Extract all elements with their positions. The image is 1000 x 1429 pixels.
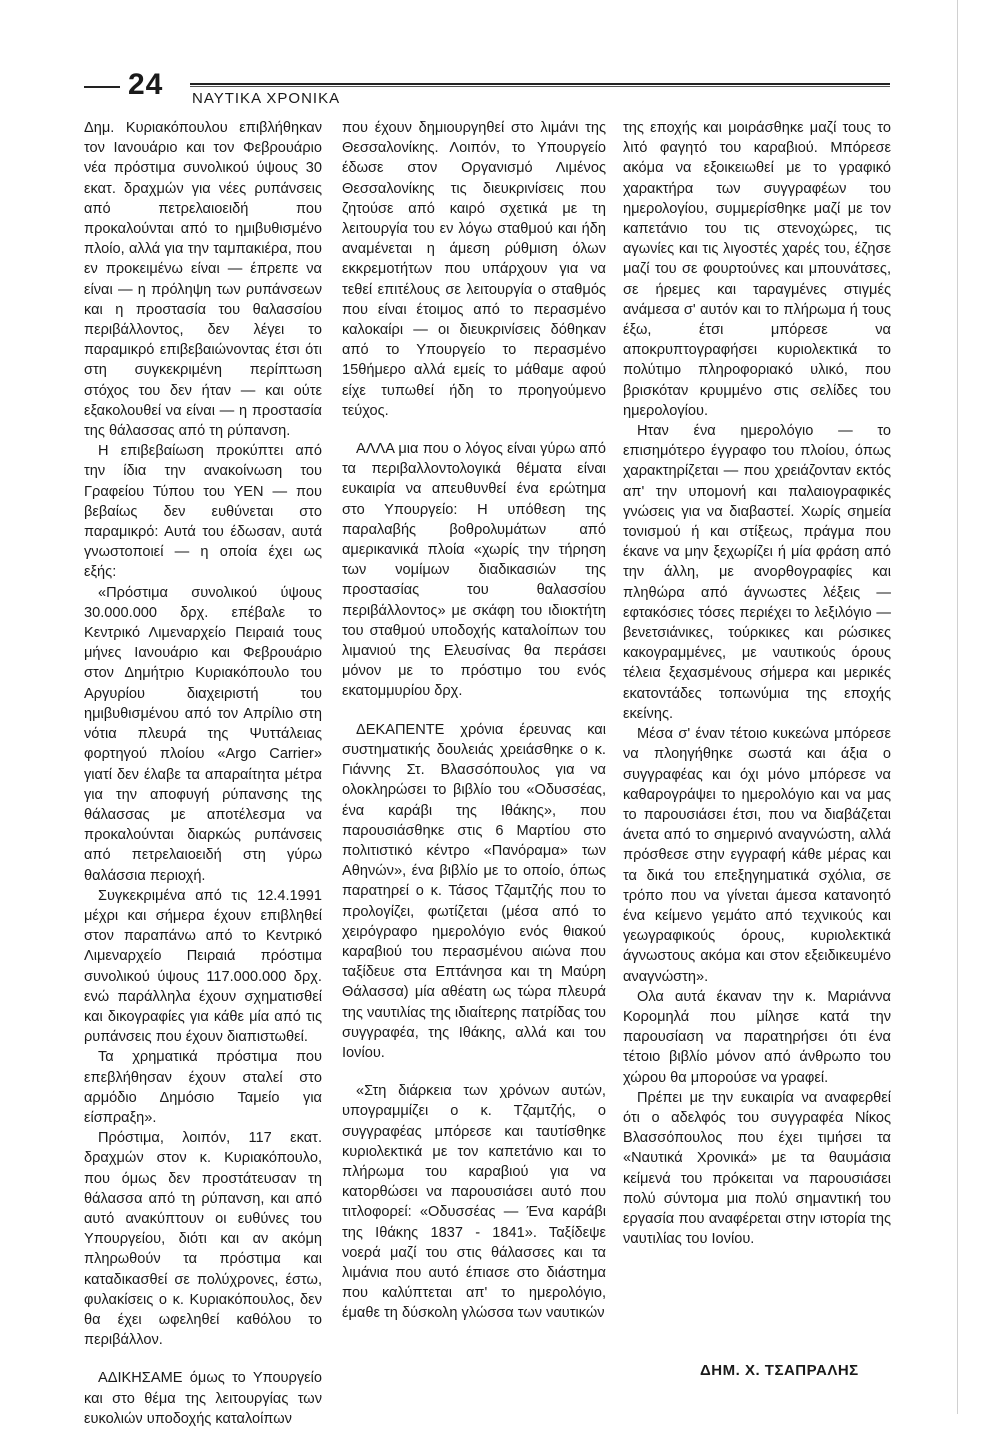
- header-rule-left: [84, 86, 120, 88]
- paragraph: «Πρόστιμα συνολικού ύψους 30.000.000 δρχ. επέβαλε το Κεντρικό Λιμεναρχείο Πειραιά τους μήνες Ιανουάριο και Φεβρουάριο στον Δημήτριο Κυριακόπουλο του Αργυρίου διαχειριστή του ημιβυθισμένου από τον Απρίλιο στη νότια πλευρά της Ψυττάλειας φορτηγού πλοίου «Argo Carrier» γιατί δεν έλαβε τα απαραίτητα μέτρα για την αποφυγή ρύπανσης της θάλασσας με αποτέλεσμα να προκαλούνται διαρκώς ρυπάνσεις από πετρελαιοειδή στη γύρω θαλάσσια περιοχή.: [84, 584, 322, 884]
- paragraph: ΑΛΛΑ μια που ο λόγος είναι γύρω από τα περιβαλλοντολογικά θέματα είναι ευκαιρία να απευθυνθεί ένα ερώτημα στο Υπουργείο: Η υπόθεση της παραλαβής βοθρολυμάτων από αμερικανικά πλοία «χωρίς την τήρηση των νομίμων διαδικασιών της προστασίας του θαλασσίου περιβάλλοντος» με σκάφη του ιδιοκτήτη του σταθμού υποδοχής καταλοίπων του λιμανιού της Ελευσίνας θα περάσει μόνον με το πρόστιμο του ενός εκατομμυρίου δρχ.: [342, 441, 606, 700]
- paragraph: ΑΔΙΚΗΣΑΜΕ όμως το Υπουργείο και στο θέμα της λειτουργίας των ευκολιών υποδοχής καταλοίπων: [84, 1370, 322, 1427]
- page-edge-line: [957, 0, 958, 1414]
- paragraph: Πρέπει με την ευκαιρία να αναφερθεί ότι ο αδελφός του συγγραφέα Νίκος Βλασσόπουλος που έχει τιμήσει τα «Ναυτικά Χρονικά» με τα θαυμάσια κείμενά του πρόκειται να παρουσιάσει πολύ σύντομα μια πολύ σημαντική του εργασία που αναφέρεται στην ιστορία της ναυτιλίας του Ιονίου.: [623, 1089, 891, 1248]
- publication-title: ΝΑΥΤΙΚΑ ΧΡΟΝΙΚΑ: [192, 90, 341, 107]
- paragraph: Μέσα σ' έναν τέτοιο κυκεώνα μπόρεσε να πλοηγήθηκε σωστά και άξια ο συγγραφέας και όχι μόνο μπόρεσε να καθαρογράψει το ημερολόγιο και να μας το παρουσιάσει έτσι, που να διαβάζεται άνετα από το σημερινό αναγνώστη, αλλά πρόσθεσε στην εγγραφή κάθε μέρας και τα δικά του επεξηγηματικά σχόλια, σε τρόπο που να γίνεται άμεσα κατανοητό ένα κείμενο γεμάτο από τεχνικούς και γεωγραφικούς όρους, κυριολεκτικά άγνωστους ακόμα και στον εξειδικευμένο αναγνώστη».: [623, 726, 891, 985]
- article-column-1: [84, 118, 322, 1429]
- article-column-3: [623, 118, 891, 1249]
- paragraph: «Στη διάρκεια των χρόνων αυτών, υπογραμμίζει ο κ. Τζαμτζής, ο συγγραφέας μπόρεσε και ταυτίσθηκε κυριολεκτικά με τον καπετάνιο και το πλήρωμα του καραβιού για να κατορθώσει να παρουσιάσει αυτό που τιτλοφορεί: «Οδυσσέας — Ένα καράβι της Ιθάκης 1837 - 1841». Ταξίδεψε νοερά μαζί του στις θάλασσες και τα λιμάνια που αυτό έπιασε στο διάστημα που καλύπτεται απ' το ημερολόγιο, έμαθε τη δύσκολη γλώσσα των ναυτικών: [342, 1083, 606, 1322]
- paragraph: της εποχής και μοιράσθηκε μαζί τους το λιτό φαγητό του καραβιού. Μπόρεσε ακόμα να εξοικειωθεί με το γραφικό χαρακτήρα των συγγραφέων του ημερολογίου, συμμερίσθηκε μαζί με τον καπετάνιο του τις στενοχώρες, τις αγωνίες και τις λιγοστές χαρές του, έζησε μαζί του σε φουρτούνες και μπουνάτσες, σε ήρεμες και ταραγμένες στιγμές ανάμεσα σ' αυτόν και το πλήρωμα ή τους έξω, έτσι μπόρεσε να αποκρυπτογραφήσει κυριολεκτικά το πολύτιμο πληροφοριακό υλικό, που βρισκόταν κρυμμένο στις σελίδες του ημερολογίου.: [623, 120, 891, 419]
- paragraph: που έχουν δημιουργηθεί στο λιμάνι της Θεσσαλονίκης. Λοιπόν, το Υπουργείο έδωσε στον Οργανισμό Λιμένος Θεσσαλονίκης τις διευκρινίσεις που ζητούσε από καιρό σχετικά με τη λειτουργία του εν λόγω σταθμού και ήδη αναμένεται η άμεση ρύθμιση όλων εκκρεμοτήτων που υπάρχουν για να τεθεί επιτέλους σε λειτουργία ο σταθμός που είναι έτοιμος από το περασμένο καλοκαίρι — οι διευκρινίσεις δόθηκαν από το Υπουργείο το περασμένο 15θήμερο αλλά εμείς το μάθαμε αφού είχε τυπωθεί ήδη το προηγούμενο τεύχος.: [342, 120, 606, 419]
- paragraph: Ολα αυτά έκαναν την κ. Μαριάννα Κορομηλά που μίλησε κατά την παρουσίαση να παρατηρήσει ότι ένα τέτοιο βιβλίο μόνον από άνθρωπο του χώρου θα μπορούσε να γραφεί.: [623, 988, 891, 1086]
- author-signature: ΔΗΜ. Χ. ΤΣΑΠΡΑΛΗΣ: [700, 1362, 859, 1379]
- article-column-2: [342, 118, 606, 1324]
- paragraph: ΔΕΚΑΠΕΝΤΕ χρόνια έρευνας και συστηματικής δουλειάς χρειάσθηκε ο κ. Γιάννης Στ. Βλασσόπουλος για να ολοκληρώσει το βιβλίο του «Οδυσσέας, ένα καράβι της Ιθάκης», που παρουσιάσθηκε στις 6 Μαρτίου στο πολιτιστικό κέντρο «Πανόραμα» των Αθηνών», ένα βιβλίο με το οποίο, όπως παρατηρεί ο κ. Τάσος Τζαμτζής που το προλογίζει, φωτίζεται (μέσα από το χειρόγραφο ημερολόγιο ενός θιακού καραβιού του περασμένου αιώνα που ταξίδευε στα Επτάνησα και τη Μαύρη Θάλασσα) μία αθέατη ως τώρα πλευρά της ναυτιλίας της ιδιαίτερης πατρίδας του συγγραφέα, της Ιθάκης, αλλά και του Ιονίου.: [342, 721, 606, 1061]
- paragraph: Πρόστιμα, λοιπόν, 117 εκατ. δραχμών στον κ. Κυριακόπουλο, που όμως δεν προστάτευσαν τη θάλασσα από τη ρύπανση, και από αυτό ανακύπτουν οι ευθύνες του Υπουργείου, διότι και αν ακόμη πληρωθούν τα πρόστιμα και καταδικασθεί σε πολύχρονες, έστω, φυλακίσεις ο κ. Κυριακόπουλος, δεν θα έχει ωφεληθεί καθόλου το περιβάλλον.: [84, 1130, 322, 1349]
- paragraph: Η επιβεβαίωση προκύπτει από την ίδια την ανακοίνωση του Γραφείου Τύπου του ΥΕΝ — που βεβαίως δεν ευθύνεται στο παραμικρό: Αυτά του έδωσαν, αυτά γνωστοποιεί — η οποία έχει ως εξής:: [84, 443, 322, 581]
- paragraph: Δημ. Κυριακόπουλου επιβλήθηκαν τον Ιανουάριο και τον Φεβρουάριο νέα πρόστιμα συνολικού ύψους 30 εκατ. δραχμών για νέες ρυπάνσεις από πετρελαιοειδή που προκαλούνται από το ημιβυθισμένο πλοίο, αλλά για την ταμπακιέρα, που εν προκειμένω είναι — έπρεπε να είναι — η πρόληψη των ρυπάνσεων και η προστασία του θαλασσίου περιβάλλοντος, δεν λέγει το παραμικρό επιβεβαιώνοντας έτσι ότι στη συγκεκριμένη περίπτωση στόχος του δεν ήταν — και ούτε εξακολουθεί να είναι — η προστασία της θάλασσας από τη ρύπανση.: [84, 120, 322, 440]
- page-header: [84, 68, 890, 112]
- header-rule-right: [190, 83, 890, 85]
- paragraph: Συγκεκριμένα από τις 12.4.1991 μέχρι και σήμερα έχουν επιβληθεί στον παραπάνω από το Κεντρικό Λιμεναρχείο Πειραιά πρόστιμα συνολικού ύψους 117.000.000 δρχ. ενώ παράλληλα έχουν σχηματισθεί και δικογραφίες για κάθε μία από τις ρυπάνσεις που έχουν διαπιστωθεί.: [84, 887, 322, 1046]
- paragraph: Ηταν ένα ημερολόγιο — το επισημότερο έγγραφο του πλοίου, όπως χαρακτηρίζεται — που χρειάζονταν εκτός απ' την υπομονή και παλαιογραφικές γνώσεις για να διαβαστεί. Χωρίς σημεία τονισμού ή και στίξεως, πράγμα που έκανε να μην ξεχωρίζει ή μία φράση από την άλλη, με ανορθογραφίες και πληθώρα από άγνωστες λέξεις — εφτακόσιες τόσες περιέχει το λεξιλόγιο — βενετσιάνικες, τούρκικες και ρώσικες κακογραμμένες, με ναυτικούς όρους τέλεια ξεχασμένους σήμερα και μερικές εκατοντάδες τοπωνύμια της εποχής εκείνης.: [623, 423, 891, 722]
- header-rule-right-thin: [190, 86, 890, 87]
- paragraph: Τα χρηματικά πρόστιμα που επεβλήθησαν έχουν σταλεί στο αρμόδιο Δημόσιο Ταμείο για είσπραξη».: [84, 1049, 322, 1126]
- page-number: 24: [128, 68, 164, 101]
